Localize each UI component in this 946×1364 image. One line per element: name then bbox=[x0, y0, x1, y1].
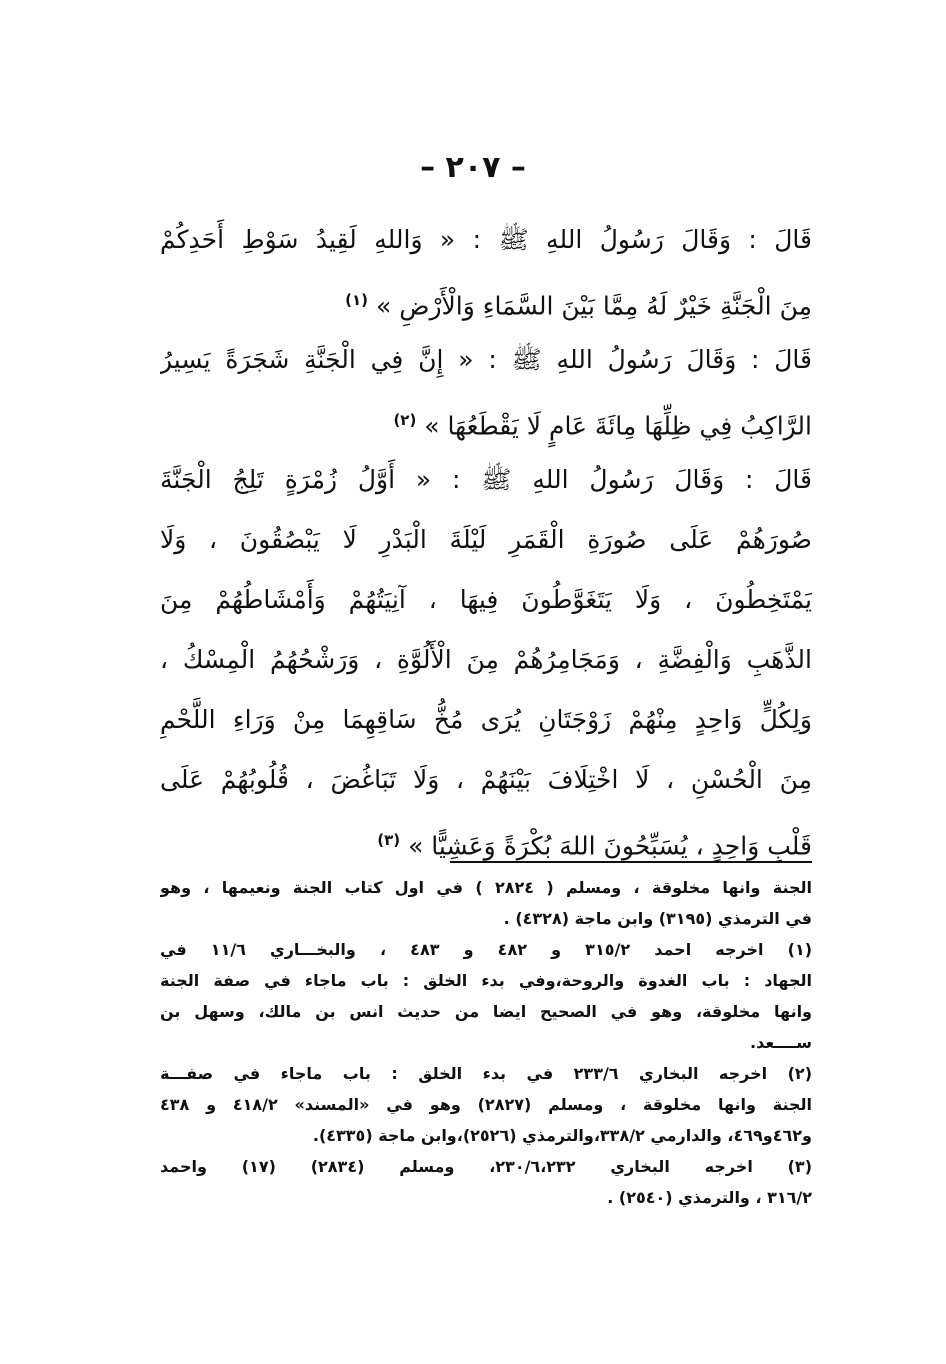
text-line-content: قَلْبِ وَاحِدٍ ، يُسَبِّحُونَ اللهَ بُكْرَةً وَعَشِيًّا » bbox=[408, 831, 812, 861]
hadith-paragraph-3 bbox=[160, 450, 812, 870]
page-number: – ٢٠٧ – bbox=[420, 150, 526, 185]
footnote-line: في الترمذي (٣١٩٥) وابن ماجة (٤٣٢٨) . bbox=[503, 909, 812, 928]
footnote-3 bbox=[160, 1151, 812, 1213]
text-line: قَالَ : وَقَالَ رَسُولُ اللهِ ﷺ : « إِنَّ فِي الْجَنَّةِ شَجَرَةً يَسِيرُ bbox=[160, 345, 812, 374]
footnote-line: ســــعد. bbox=[750, 1033, 812, 1052]
footnote-2 bbox=[160, 1058, 812, 1151]
footnotes-section bbox=[160, 872, 812, 1213]
text-line-content: الرَّاكِبُ فِي ظِلِّهَا مِائَةَ عَامٍ لَا يَقْطَعُهَا » bbox=[424, 411, 812, 441]
text-line: يَمْتَخِطُونَ ، وَلَا يَتَغَوَّطُونَ فِيهَا ، آنِيَتُهُمْ وَأَمْشَاطُهُمْ مِنَ bbox=[160, 585, 812, 614]
footnote-ref-2: (٢) bbox=[393, 411, 417, 429]
footnote-line: ٣١٦/٢ ، والترمذي (٢٥٤٠) . bbox=[607, 1188, 812, 1207]
text-line: صُورَهُمْ عَلَى صُورَةِ الْقَمَرِ لَيْلَةَ الْبَدْرِ لَا يَبْصُقُونَ ، وَلَا bbox=[160, 525, 812, 554]
text-line-content: مِنَ الْجَنَّةِ خَيْرٌ لَهُ مِمَّا بَيْنَ السَّمَاءِ وَالْأَرْضِ » bbox=[375, 291, 812, 321]
text-line bbox=[160, 270, 812, 330]
footnote-line: وانها مخلوقة، وهو في الصحيح ايضا من حديث انس بن مالك، وسهل بن bbox=[160, 1002, 812, 1021]
footnote-ref-1: (١) bbox=[345, 291, 369, 309]
text-line: وَلِكُلٍّ وَاحِدٍ مِنْهُمْ زَوْجَتَانِ يُرَى مُخُّ سَاقِهِمَا مِنْ وَرَاءِ اللَّحْمِ bbox=[160, 705, 812, 734]
footnote-line: و٤٦٢و٤٦٩، والدارمي ٣٣٨/٢،والترمذي (٢٥٢٦)،وابن ماجة (٤٣٣٥). bbox=[312, 1126, 812, 1145]
footnote-line: الجنة وانها مخلوقة ، ومسلم ( ٢٨٢٤ ) في اول كتاب الجنة ونعيمها ، وهو bbox=[160, 878, 812, 897]
footnote-line: (١) اخرجه احمد ٣١٥/٢ و ٤٨٢ و ٤٨٣ ، والبخـــاري ١١/٦ في bbox=[160, 940, 812, 959]
text-line bbox=[160, 390, 812, 450]
text-line: مِنَ الْحُسْنِ ، لَا اخْتِلَافَ بَيْنَهُمْ ، وَلَا تَبَاغُضَ ، قُلُوبُهُمْ عَلَى bbox=[160, 765, 812, 794]
footnote-continuation bbox=[160, 872, 812, 934]
footnote-line: (٣) اخرجه البخاري ٢٣٠/٦،٢٣٢، ومسلم (٢٨٣٤) (١٧) واحمد bbox=[160, 1157, 812, 1176]
hadith-paragraph-1 bbox=[160, 210, 812, 330]
footnote-1 bbox=[160, 934, 812, 1058]
hadith-paragraph-2 bbox=[160, 330, 812, 450]
footnote-line: الجهاد : باب الغدوة والروحة،وفي بدء الخلق : باب ماجاء في صفة الجنة bbox=[160, 971, 812, 990]
footnote-ref-3: (٣) bbox=[377, 831, 401, 849]
text-line: قَالَ : وَقَالَ رَسُولُ اللهِ ﷺ : « أَوَّلُ زُمْرَةٍ تَلِجُ الْجَنَّةَ bbox=[160, 465, 812, 494]
footnote-line: (٢) اخرجه البخاري ٢٣٣/٦ في بدء الخلق : باب ماجاء في صفـــة bbox=[160, 1064, 812, 1083]
text-line: قَالَ : وَقَالَ رَسُولُ اللهِ ﷺ : « وَاللهِ لَقِيدُ سَوْطِ أَحَدِكُمْ bbox=[160, 225, 812, 254]
footnote-line: الجنة وانها مخلوقة ، ومسلم (٢٨٢٧) وهو في «المسند» ٤١٨/٢ و ٤٣٨ bbox=[160, 1095, 812, 1114]
footnote-divider bbox=[450, 861, 812, 863]
main-text bbox=[160, 210, 812, 870]
text-line: الذَّهَبِ وَالْفِضَّةِ ، وَمَجَامِرُهُمْ مِنَ الْأَلُوَّةِ ، وَرَشْحُهُمُ الْمِسْكُ ، bbox=[160, 645, 812, 674]
